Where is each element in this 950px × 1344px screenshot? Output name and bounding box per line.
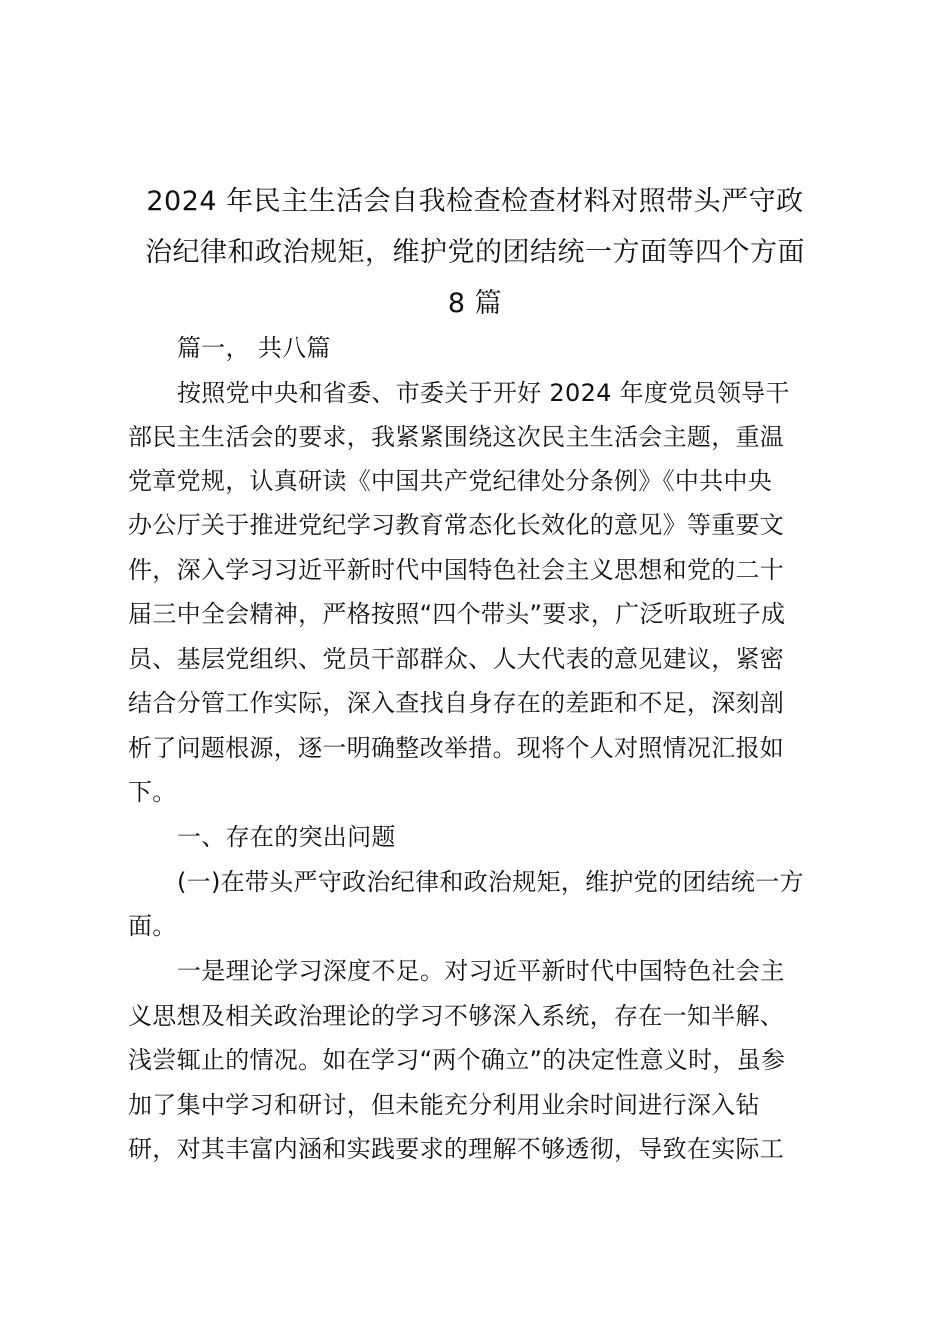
- intro-line: 析了问题根源，逐一明确整改举措。现将个人对照情况汇报如: [128, 734, 785, 762]
- intro-line: 下。: [128, 778, 177, 806]
- intro-line: 部民主生活会的要求，我紧紧围绕这次民主生活会主题，重温: [128, 423, 785, 451]
- subsection-line: 面。: [128, 912, 177, 940]
- point-line: 浅尝辄止的情况。如在学习“两个确立”的决定性意义时，虽参: [128, 1046, 786, 1074]
- intro-line: 员、基层党组织、党员干部群众、人大代表的意见建议，紧密: [128, 645, 785, 673]
- point-line: 一是理论学习深度不足。对习近平新时代中国特色社会主: [177, 957, 785, 985]
- point-line: 加了集中学习和研讨，但未能充分利用业余时间进行深入钻: [128, 1091, 760, 1119]
- subsection-line: (一)在带头严守政治纪律和政治规矩，维护党的团结统一方: [177, 868, 804, 896]
- point-line: 研，对其丰富内涵和实践要求的理解不够透彻，导致在实际工: [128, 1135, 785, 1163]
- intro-line: 届三中全会精神，严格按照“四个带头”要求，广泛听取班子成: [128, 600, 786, 628]
- intro-line: 结合分管工作实际，深入查找自身存在的差距和不足，深刻剖: [128, 689, 785, 717]
- title-line: 8 篇: [447, 288, 503, 319]
- intro-line: 党章党规，认真研读《中国共产党纪律处分条例》《中共中央: [128, 467, 773, 495]
- title-line: 治纪律和政治规矩，维护党的团结统一方面等四个方面: [145, 237, 805, 268]
- intro-line: 件，深入学习习近平新时代中国特色社会主义思想和党的二十: [128, 556, 785, 584]
- title-line: 2024 年民主生活会自我检查检查材料对照带头严守政: [146, 186, 804, 217]
- intro-line: 按照党中央和省委、市委关于开好 2024 年度党员领导干: [177, 379, 790, 407]
- point-line: 义思想及相关政治理论的学习不够深入系统，存在一知半解、: [128, 1002, 785, 1030]
- section-heading: 一、存在的突出问题: [177, 823, 396, 851]
- intro-line: 办公厅关于推进党纪学习教育常态化长效化的意见》等重要文: [128, 511, 785, 539]
- article-subtitle: 篇一， 共八篇: [177, 334, 331, 362]
- document-title: [128, 176, 822, 329]
